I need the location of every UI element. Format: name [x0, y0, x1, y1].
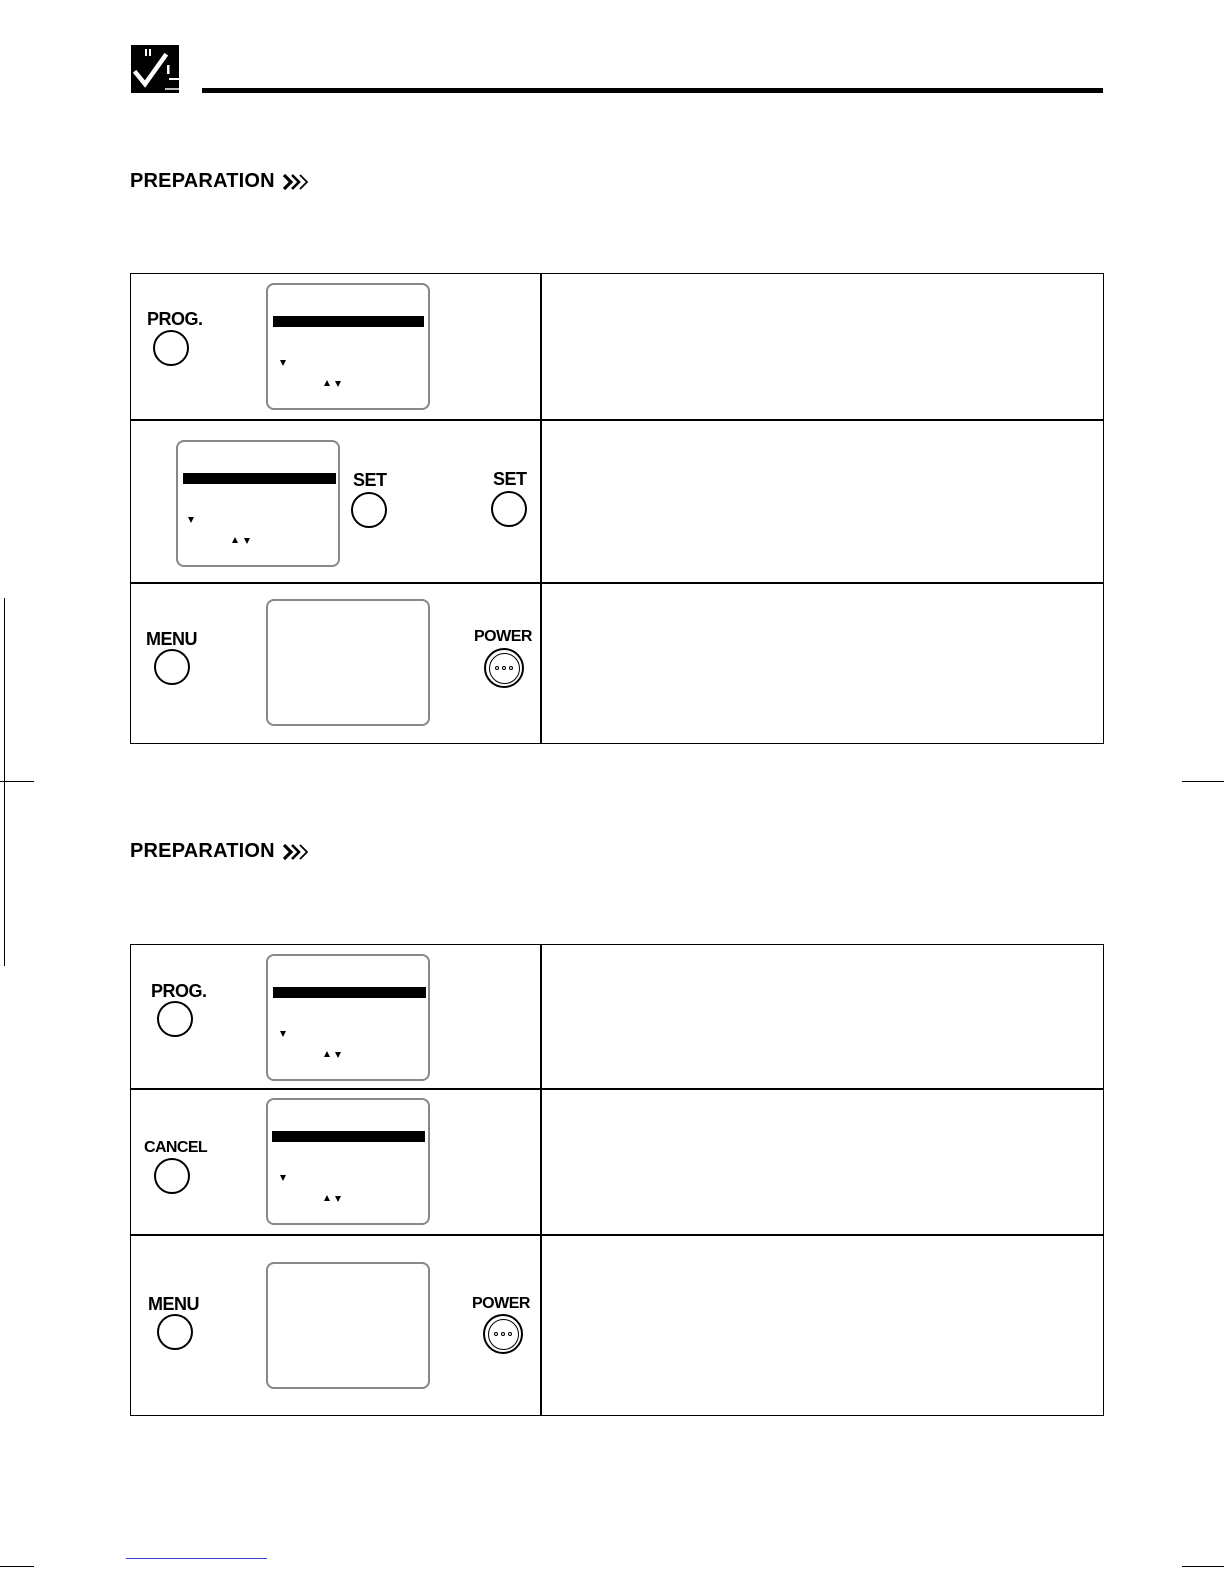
tv-screen-display — [266, 599, 430, 726]
power-button-label: POWER — [474, 628, 532, 645]
down-arrow-icon — [335, 1196, 341, 1202]
table-divider — [130, 582, 1104, 584]
table-divider — [540, 944, 542, 1416]
down-arrow-icon — [280, 360, 286, 366]
table-divider — [130, 1088, 1104, 1090]
clock-check-icon — [131, 45, 179, 93]
power-icon — [488, 1319, 519, 1350]
up-arrow-icon — [232, 537, 238, 543]
up-arrow-icon — [324, 380, 330, 386]
prog-button[interactable] — [157, 1001, 193, 1037]
section2-heading-text: PREPARATION — [130, 840, 275, 862]
set-button-label: SET — [353, 470, 387, 490]
cancel-button[interactable] — [154, 1158, 190, 1194]
down-arrow-icon — [280, 1175, 286, 1181]
footer-rule — [126, 1558, 267, 1559]
prog-button-label: PROG. — [151, 981, 207, 1001]
up-arrow-icon — [324, 1195, 330, 1201]
power-button[interactable] — [484, 648, 524, 688]
tv-screen-display — [176, 440, 340, 567]
tv-screen-display — [266, 954, 430, 1081]
power-button-label: POWER — [472, 1295, 530, 1312]
down-arrow-icon — [280, 1031, 286, 1037]
crop-mark — [1182, 1566, 1224, 1567]
crop-mark — [1182, 781, 1224, 782]
triple-chevron-icon — [283, 843, 311, 861]
power-icon — [489, 653, 520, 684]
set-button-label: SET — [493, 469, 527, 489]
triple-chevron-icon — [283, 173, 311, 191]
table-divider — [130, 419, 1104, 421]
crop-mark — [0, 1566, 34, 1567]
tv-screen-display — [266, 1098, 430, 1225]
down-arrow-icon — [335, 381, 341, 387]
menu-button[interactable] — [157, 1314, 193, 1350]
set-button[interactable] — [491, 491, 527, 527]
crop-mark — [4, 598, 5, 966]
power-button[interactable] — [483, 1314, 523, 1354]
menu-highlight-bar — [183, 473, 336, 484]
set-button[interactable] — [351, 492, 387, 528]
menu-button-label: MENU — [148, 1294, 199, 1314]
crop-mark — [0, 781, 34, 782]
table-divider — [540, 273, 542, 744]
section1-heading-text: PREPARATION — [130, 170, 275, 192]
section1-heading — [130, 170, 311, 193]
table-divider — [130, 1234, 1104, 1236]
menu-button-label: MENU — [146, 629, 197, 649]
down-arrow-icon — [335, 1052, 341, 1058]
menu-highlight-bar — [272, 1131, 425, 1142]
down-arrow-icon — [188, 517, 194, 523]
tv-screen-display — [266, 1262, 430, 1389]
down-arrow-icon — [244, 538, 250, 544]
menu-button[interactable] — [154, 649, 190, 685]
prog-button[interactable] — [153, 330, 189, 366]
prog-button-label: PROG. — [147, 309, 203, 329]
header-rule — [202, 88, 1103, 93]
menu-highlight-bar — [273, 987, 426, 998]
tv-screen-display — [266, 283, 430, 410]
up-arrow-icon — [324, 1051, 330, 1057]
cancel-button-label: CANCEL — [144, 1139, 208, 1156]
section2-heading — [130, 840, 311, 863]
menu-highlight-bar — [273, 316, 424, 327]
